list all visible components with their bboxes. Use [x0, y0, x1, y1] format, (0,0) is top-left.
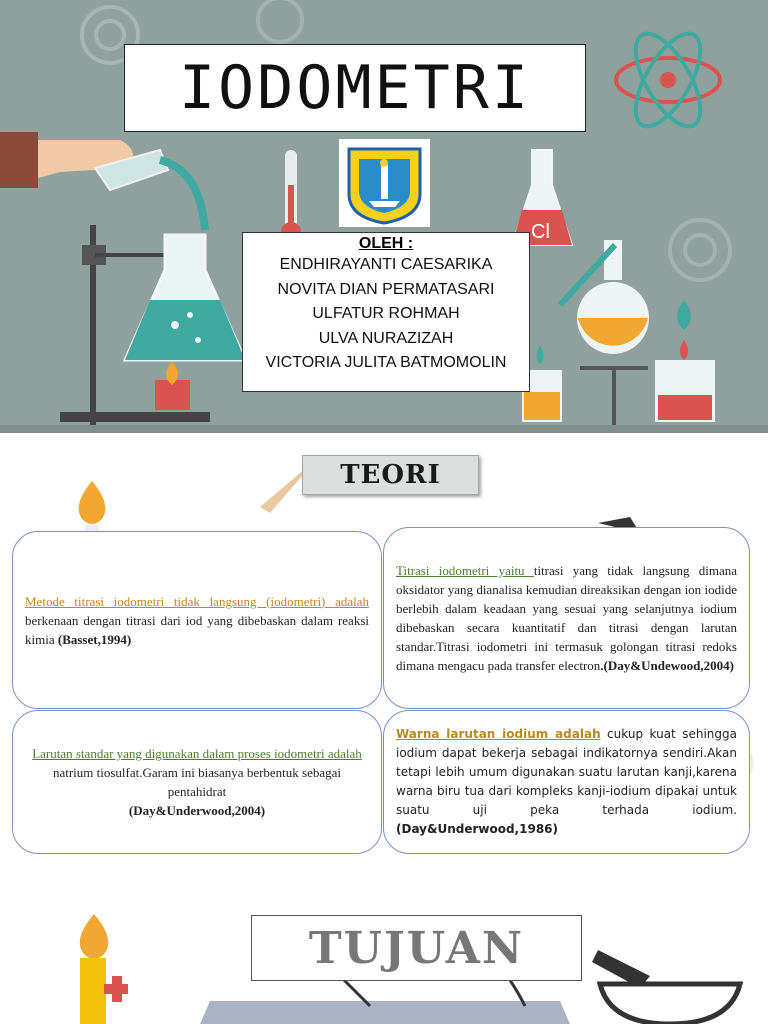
- body-text: natrium tiosulfat.Garam ini biasanya berbentuk sebagai pentahidrat: [52, 765, 342, 799]
- citation: (Basset,1994): [57, 631, 132, 647]
- page-title: IODOMETRI: [178, 53, 532, 123]
- citation: .(Day&Undewood,2004): [600, 658, 734, 673]
- theory-card-1-text: [25, 592, 369, 649]
- theory-card-3: [12, 710, 382, 854]
- teori-heading-box: [302, 455, 479, 495]
- body-text: titrasi yang tidak langsung dimana oksidator yang dianalisa kemudian direaksikan dengan ion iodide berlebih dalam keadaan yang sesuai yang selanjutnya iodium dibebaskan secara kuantitatif dan titrasi dengan larutan standar.Titrasi iodometri ini termasuk golongan titrasi redoks dimana mengacu pada transfer electron: [396, 563, 737, 673]
- author-name: NOVITA DIAN PERMATASARI: [277, 280, 495, 298]
- theory-card-3-text: [25, 744, 369, 820]
- section-heading: TUJUAN: [308, 922, 525, 974]
- tujuan-heading-box: [251, 915, 582, 981]
- title-slide: [0, 0, 768, 433]
- logo-box: [339, 139, 430, 227]
- highlight-text: Warna larutan iodium adalah: [396, 727, 601, 741]
- theory-card-1: [12, 531, 382, 709]
- title-box: [124, 44, 586, 132]
- body-text: berkenaan dengan titrasi dari iod yang dibebaskan dalam reaksi kimia: [25, 612, 369, 647]
- theory-card-2: [383, 527, 750, 709]
- highlight-text: Titrasi iodometri yaitu: [396, 563, 534, 578]
- theory-card-2-text: [396, 561, 737, 675]
- highlight-text: Larutan standar yang digunakan dalam proses iodometri adalah: [32, 746, 362, 761]
- objectives-slide: [0, 866, 768, 1024]
- author-name: ULFATUR ROHMAH: [312, 305, 460, 322]
- authors-heading: OLEH :: [358, 235, 414, 252]
- theory-card-4: [383, 710, 750, 854]
- author-name: ULVA NURAZIZAH: [318, 329, 454, 347]
- section-heading: TEORI: [340, 460, 441, 490]
- author-name: ENDHIRAYANTI CAESARIKA: [279, 256, 493, 273]
- citation: (Day&Underwood,1986): [396, 822, 558, 836]
- highlight-text: Metode titrasi iodometri tidak langsung (iodometri) adalah: [25, 593, 369, 609]
- theory-slide: [0, 433, 768, 866]
- author-name: VICTORIA JULITA BATMOMOLIN: [265, 354, 507, 371]
- theory-card-4-text: [396, 725, 737, 839]
- citation: (Day&Underwood,2004): [128, 803, 266, 818]
- university-logo-icon: [339, 139, 430, 227]
- authors-box: [242, 232, 530, 392]
- body-text: cukup kuat sehingga iodium dapat bekerja sebagai indikatornya sendiri.Akan tetapi lebih umum digunakan suatu larutan kanji,karena warna biru tua dari kompleks kanji-iodium dipakai untuk suatu uji peka terhada iodium.: [396, 727, 737, 817]
- flask-label-cl: Cl: [531, 221, 550, 243]
